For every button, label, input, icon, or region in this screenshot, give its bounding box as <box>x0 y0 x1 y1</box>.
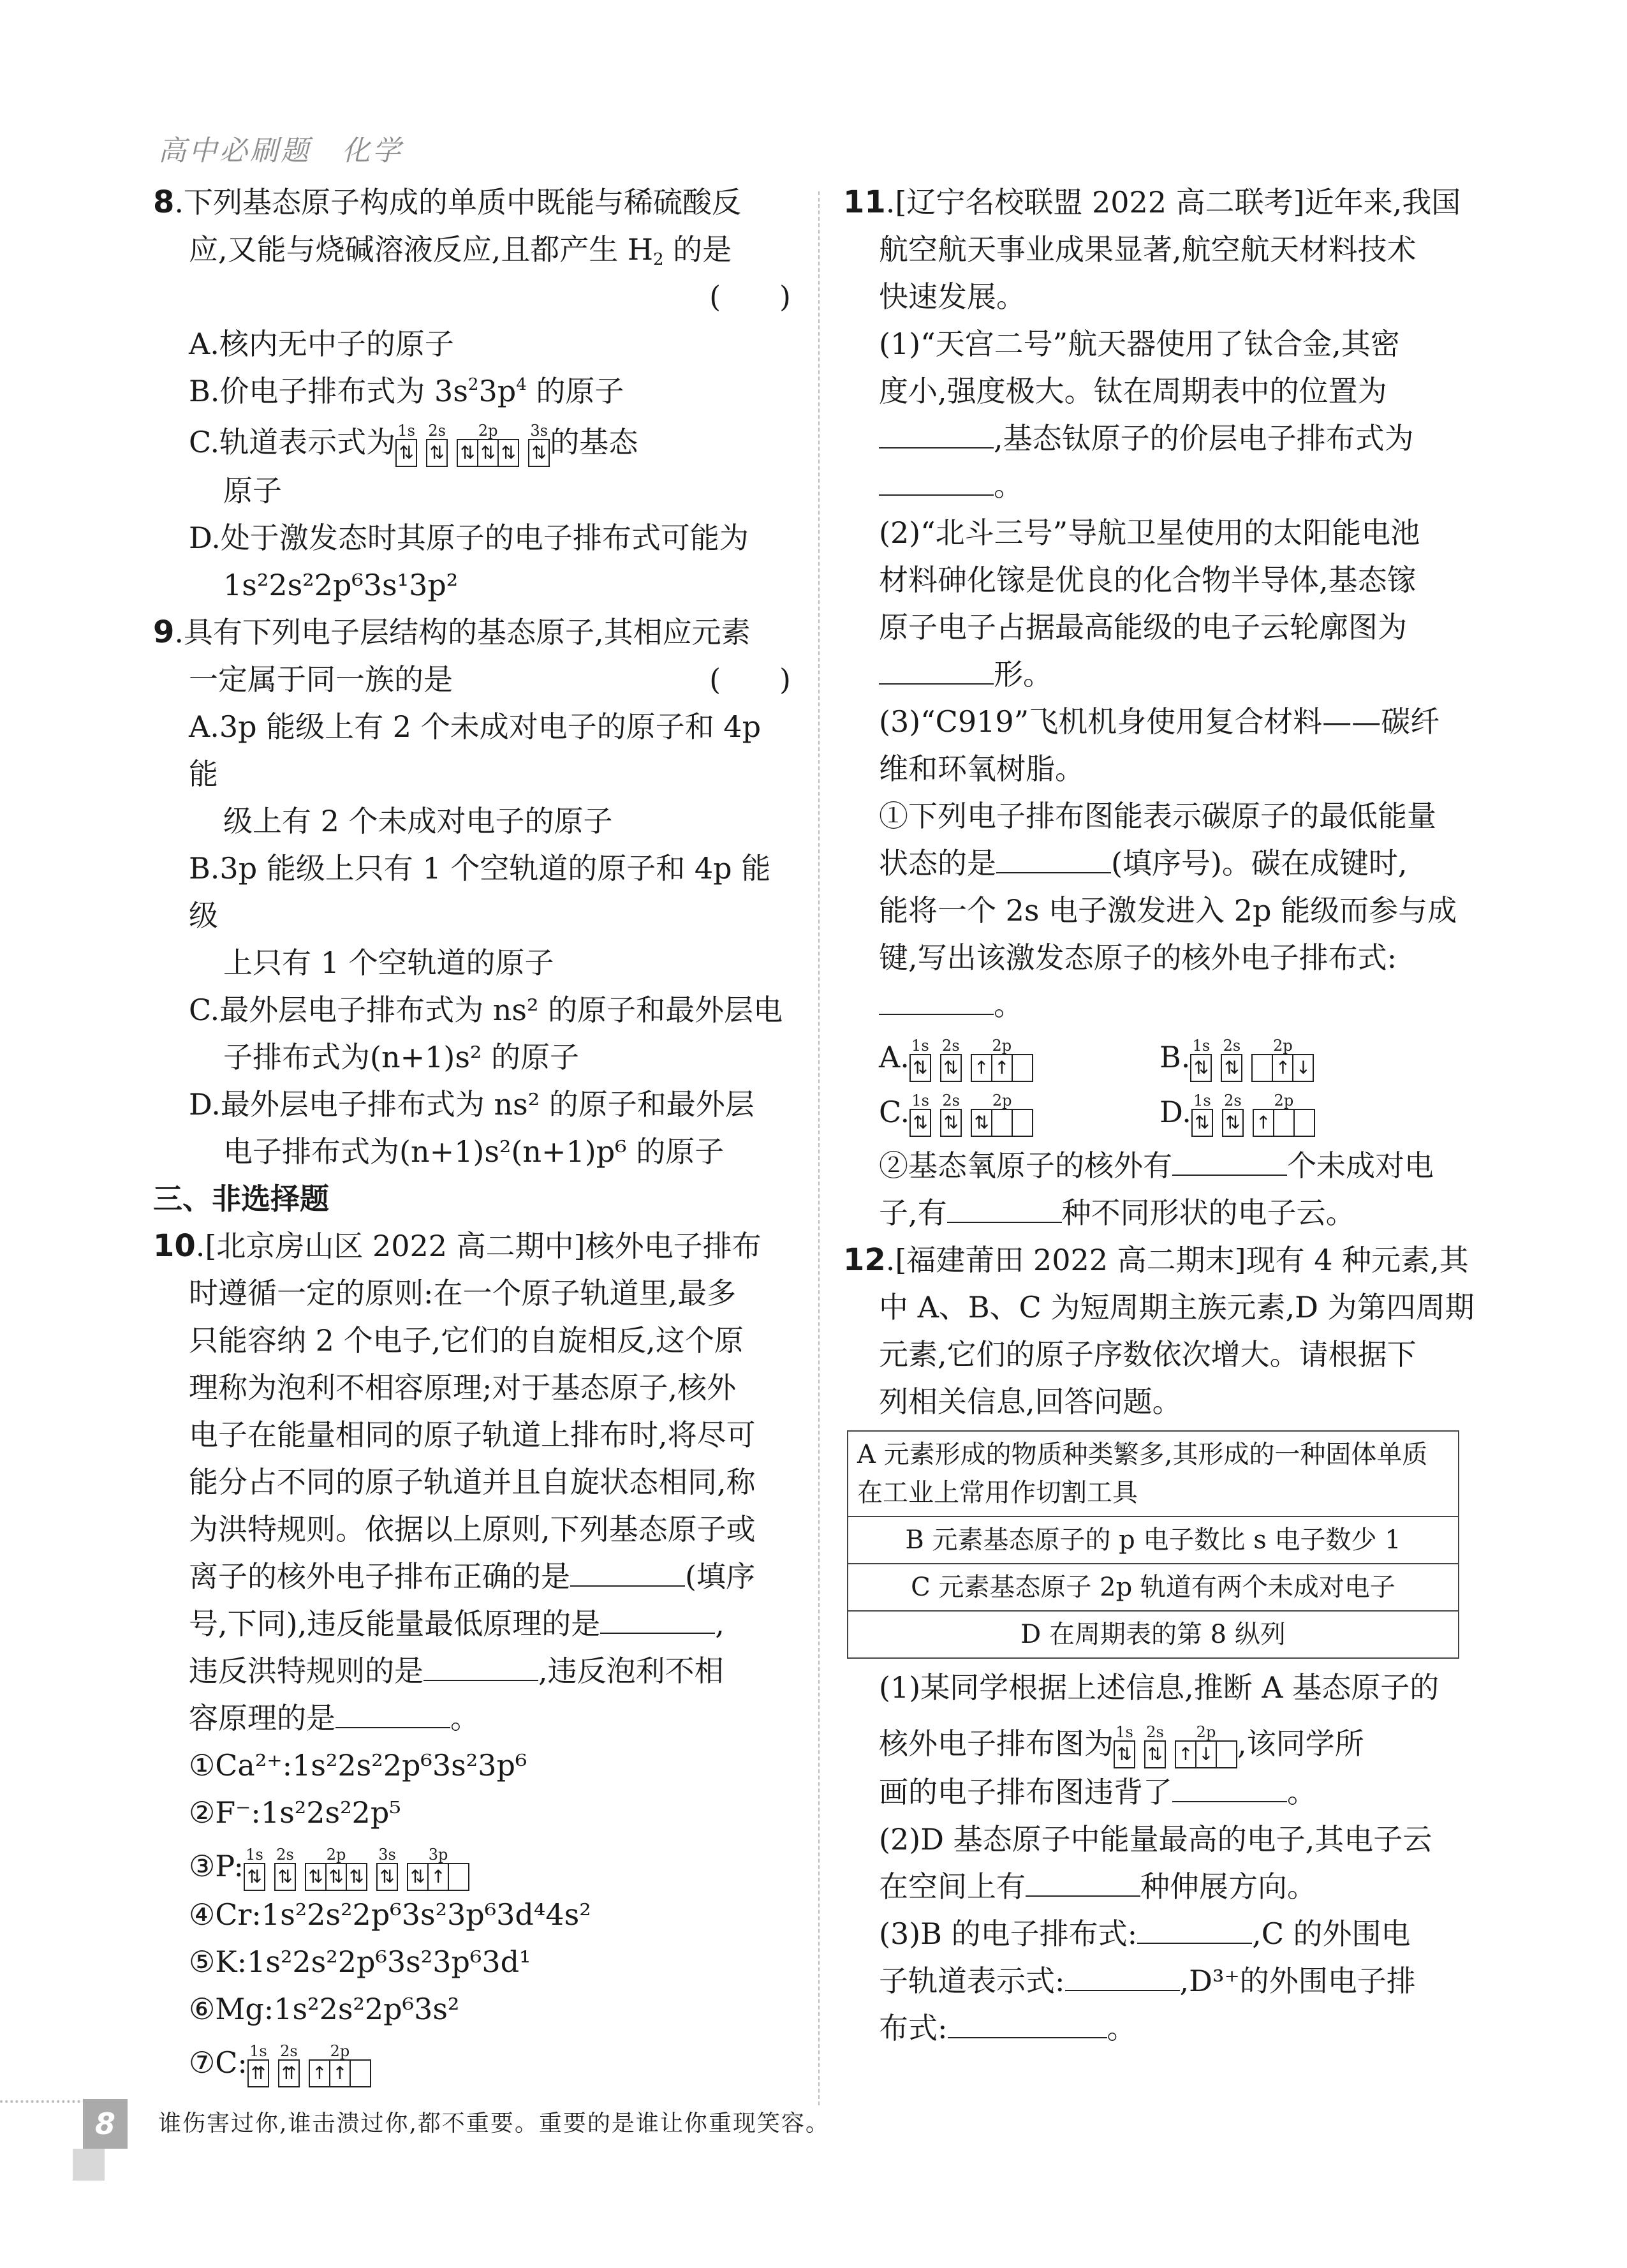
answer-blank[interactable] <box>1172 1775 1287 1802</box>
table-row: A 元素形成的物质种类繁多,其形成的一种固体单质在工业上常用作切割工具 <box>848 1431 1459 1516</box>
orbital-diagram: 1s ⇅ 2s ⇅ 2p ⇅ ⇅ ⇅ 3s ⇅ <box>395 422 550 467</box>
answer-blank[interactable] <box>947 1196 1062 1223</box>
answer-paren[interactable]: ( ) <box>709 279 791 314</box>
question-9: 9.具有下列电子层结构的基态原子,其相应元素 一定属于同一族的是 ( ) A.3p 能级上有 2 个未成对电子的原子和 4p 能 级上有 2 个未成对电子的原子 B.3p 能级上只有 1 个空轨道的原子和 4p 能级 上只有 1 个空轨道的原子 C.最外层电子排布式为 ns² 的原子和最外层电 子排布式为(n+1)s² 的原子 D.最外层电子排布式为 ns² 的原子和最外层 电子排布式为(n+1)s²(n+1)p⁶ 的原子 <box>153 609 797 1175</box>
orbital-diagram: 1s ⇈ 2s ⇈ 2p ↑ ↑ <box>247 2043 371 2087</box>
column-divider <box>818 191 821 2105</box>
answer-blank[interactable] <box>600 1607 715 1634</box>
answer-paren[interactable]: ( ) <box>709 662 791 697</box>
answer-blank[interactable] <box>879 422 994 448</box>
option-b[interactable]: B.3p 能级上只有 1 个空轨道的原子和 4p 能级 <box>189 851 771 933</box>
answer-blank[interactable] <box>879 469 994 496</box>
answer-blank[interactable] <box>996 847 1111 873</box>
footer-dots <box>0 2100 96 2105</box>
running-header: 高中必刷题 化学 <box>158 135 403 167</box>
page-decoration <box>73 2149 105 2181</box>
option-d[interactable]: D.最外层电子排布式为 ns² 的原子和最外层 <box>189 1087 755 1122</box>
option-a[interactable]: A.核内无中子的原子 <box>189 327 454 361</box>
answer-blank[interactable] <box>1137 1917 1252 1944</box>
choice-c[interactable]: C. 1s ⇅ 2s ⇅ 2p ⇅ <box>879 1088 1160 1137</box>
question-11: 11.[辽宁名校联盟 2022 高二联考]近年来,我国 航空航天事业成果显著,航空航天材料技术 快速发展。 (1)“天宫二号”航天器使用了钛合金,其密 度小,强度极大。钛在周期表中的位置为 ,基态钛原子的价层电子排布式为 。 (2)“北斗三号”导航卫星使用的太阳能电池 材料砷化镓是优良的化合物半导体,基态镓 原子电子占据最高能级的电子云轮廓图为 形。 (3)“C919”飞机机身使用复合材料——碳纤 维和环氧树脂。 ①下列电子排布图能表示碳原子的最低能量 状态的是 (填序号)。碳在成键时, 能将一个 2s 电子激发进入 2p 能级而参与成 键,写出该激发态原子的核外电子排布式: 。 A. 1s ⇅ 2s ⇅ 2p ↑ ↑ B. 1s ⇅ 2s ⇅ 2p ↑ ↓ C. 1s ⇅ 2s ⇅ 2p ⇅ D. 1s ⇅ 2s ⇅ 2p ↑ ②基态氧原子的核外有 个未成对电 子,有 种不同形状的电子云。 <box>843 179 1481 1236</box>
question-12: 12.[福建莆田 2022 高二期末]现有 4 种元素,其 中 A、B、C 为短周期主族元素,D 为第四周期 元素,它们的原子序数依次增大。请根据下 列相关信息,回答问题。 A 元素形成的物质种类繁多,其形成的一种固体单质在工业上常用作切割工具 B 元素基态原子的 p 电子数比 s 电子数少 1 C 元素基态原子 2p 轨道有两个未成对电子 D 在周期表的第 8 纵列 (1)某同学根据上述信息,推断 A 基态原子的 核外电子排布图为 1s ⇅ 2s ⇅ 2p ↑ ↓ ,该同学所 画的电子排布图违背了 。 (2)D 基态原子中能量最高的电子,其电子云 在空间上有 种伸展方向。 (3)B 的电子排布式: ,C 的外围电 子轨道表示式: ,D³⁺的外围电子排 布式: 。 <box>843 1242 1475 2045</box>
answer-blank[interactable] <box>570 1560 685 1587</box>
option-c[interactable]: C.最外层电子排布式为 ns² 的原子和最外层电 <box>189 993 783 1027</box>
answer-blank[interactable] <box>1172 1149 1287 1176</box>
orbital-choices <box>843 1034 1481 1137</box>
page-number: 8 <box>83 2099 128 2149</box>
answer-blank[interactable] <box>879 988 994 1015</box>
option-c[interactable]: C.轨道表示式为 1s ⇅ 2s ⇅ 2p ⇅ ⇅ ⇅ 3s ⇅ 的基态 <box>153 419 797 467</box>
section-heading: 三、非选择题 <box>153 1182 329 1216</box>
answer-blank[interactable] <box>335 1701 450 1728</box>
option-d[interactable]: D.处于激发态时其原子的电子排布式可能为 <box>189 521 749 555</box>
choice-a[interactable]: A. 1s ⇅ 2s ⇅ 2p ↑ ↑ <box>879 1034 1160 1082</box>
orbital-diagram: 1s ⇅ 2s ⇅ 2p ↑ ↓ <box>1114 1724 1237 1768</box>
option-b[interactable]: B.价电子排布式为 $3s^23p^4$ 的原子 <box>189 374 624 408</box>
answer-blank[interactable] <box>1065 1964 1180 1991</box>
answer-blank[interactable] <box>879 658 994 685</box>
right-column <box>843 179 1481 2052</box>
footer-motto: 谁伤害过你,谁击溃过你,都不重要。重要的是谁让你重现笑容。 <box>158 2110 830 2137</box>
question-8: 8.下列基态原子构成的单质中既能与稀硫酸反 应,又能与烧碱溶液反应,且都产生 $H_2$ 的是 ( ) A.核内无中子的原子 B.价电子排布式为 $3s^23p^4$ 的原子 C.轨道表示式为 1s ⇅ 2s ⇅ 2p ⇅ ⇅ ⇅ 3s ⇅ 的基态 原子 D.处于激发态时其原子的电子排布式可能为 1s²2s²2p⁶3s¹3p² <box>153 179 797 609</box>
answer-blank[interactable] <box>423 1654 538 1681</box>
info-table <box>847 1430 1459 1659</box>
choice-b[interactable]: B. 1s ⇅ 2s ⇅ 2p ↑ ↓ <box>1160 1034 1440 1082</box>
answer-blank[interactable] <box>948 2012 1107 2038</box>
choice-d[interactable]: D. 1s ⇅ 2s ⇅ 2p ↑ <box>1160 1088 1440 1137</box>
answer-blank[interactable] <box>1026 1870 1140 1897</box>
left-column <box>153 179 797 2087</box>
question-10: 10.[北京房山区 2022 高二期中]核外电子排布 时遵循一定的原则:在一个原子轨道里,最多 只能容纳 2 个电子,它们的自旋相反,这个原 理称为泡利不相容原理;对于基态原子,核外 电子在能量相同的原子轨道上排布时,将尽可 能分占不同的原子轨道并且自旋状态相同,称 为洪特规则。依据以上原则,下列基态原子或 离子的核外电子排布正确的是 (填序 号,下同),违反能量最低原理的是 , 违反洪特规则的是 ,违反泡利不相 容原理的是 。 ①Ca²⁺:1s²2s²2p⁶3s²3p⁶ ②F⁻:1s²2s²2p⁵ ③P: 1s ⇅ 2s ⇅ 2p ⇅ ⇅ ⇅ 3s ⇅ 3p ⇅ ↑ ④Cr:1s²2s²2p⁶3s²3p⁶3d⁴4s² ⑤K:1s²2s²2p⁶3s²3p⁶3d¹ ⑥Mg:1s²2s²2p⁶3s² ⑦C: 1s ⇈ 2s ⇈ 2p ↑ ↑ <box>153 1222 797 2087</box>
table-row: C 元素基态原子 2p 轨道有两个未成对电子 <box>848 1564 1459 1611</box>
table-row: B 元素基态原子的 p 电子数比 s 电子数少 1 <box>848 1516 1459 1564</box>
orbital-diagram: 1s ⇅ 2s ⇅ 2p ⇅ ⇅ ⇅ 3s ⇅ 3p ⇅ ↑ <box>244 1846 469 1891</box>
option-a[interactable]: A.3p 能级上有 2 个未成对电子的原子和 4p 能 <box>189 709 762 791</box>
table-row: D 在周期表的第 8 纵列 <box>848 1611 1459 1658</box>
